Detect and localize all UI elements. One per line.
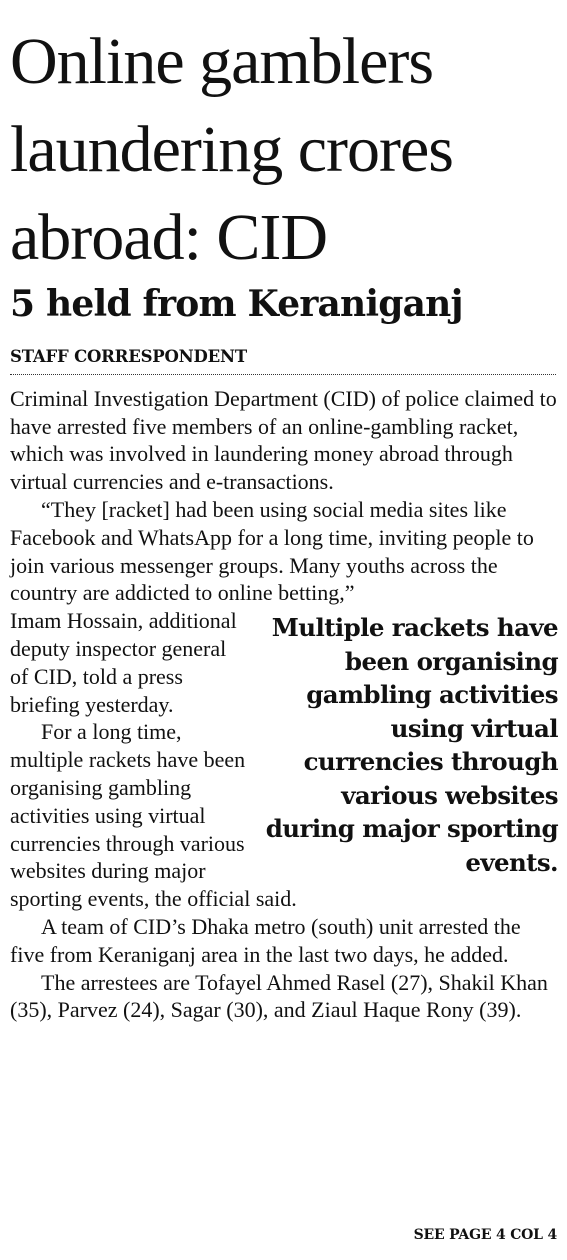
article <box>10 18 558 1024</box>
jump-line: SEE PAGE 4 COL 4 <box>413 1227 557 1243</box>
paragraph-6: The arrestees are Tofayel Ahmed Rasel (27), Shakil Khan (35), Parvez (24), Sagar (30), and Ziaul Haque Rony (39). <box>10 969 548 1023</box>
subheadline: 5 held from Keraniganj <box>10 283 463 326</box>
dotted-divider <box>10 374 556 375</box>
paragraph-2: “They [racket] had been using social media sites like Facebook and WhatsApp for a long time, inviting people to join various messenger groups. Many youths across the country are addicted to online betting,” <box>10 497 534 606</box>
paragraph-4: For a long time, multiple rackets have been organising gambling activities using virtual currencies through various websites during major sporting events, the official said. <box>10 719 297 912</box>
headline: Online gamblers laundering crores abroad: CID <box>10 25 453 274</box>
paragraph-1: Criminal Investigation Department (CID) of police claimed to have arrested five members of an online-gambling racket, which was involved in laundering money abroad through virtual currencies and e-transactions. <box>10 385 557 495</box>
paragraph-5: A team of CID’s Dhaka metro (south) unit arrested the five from Keraniganj area in the last two days, he added. <box>10 914 521 967</box>
article-body <box>10 385 558 1024</box>
paragraph-3: Imam Hossain, additional deputy inspector general of CID, told a press briefing yesterday. <box>10 608 237 717</box>
pull-quote: Multiple rackets have been organising gambling activities using virtual currencies through various websites during major sporting events. <box>265 613 558 877</box>
byline: STAFF CORRESPONDENT <box>10 346 247 366</box>
